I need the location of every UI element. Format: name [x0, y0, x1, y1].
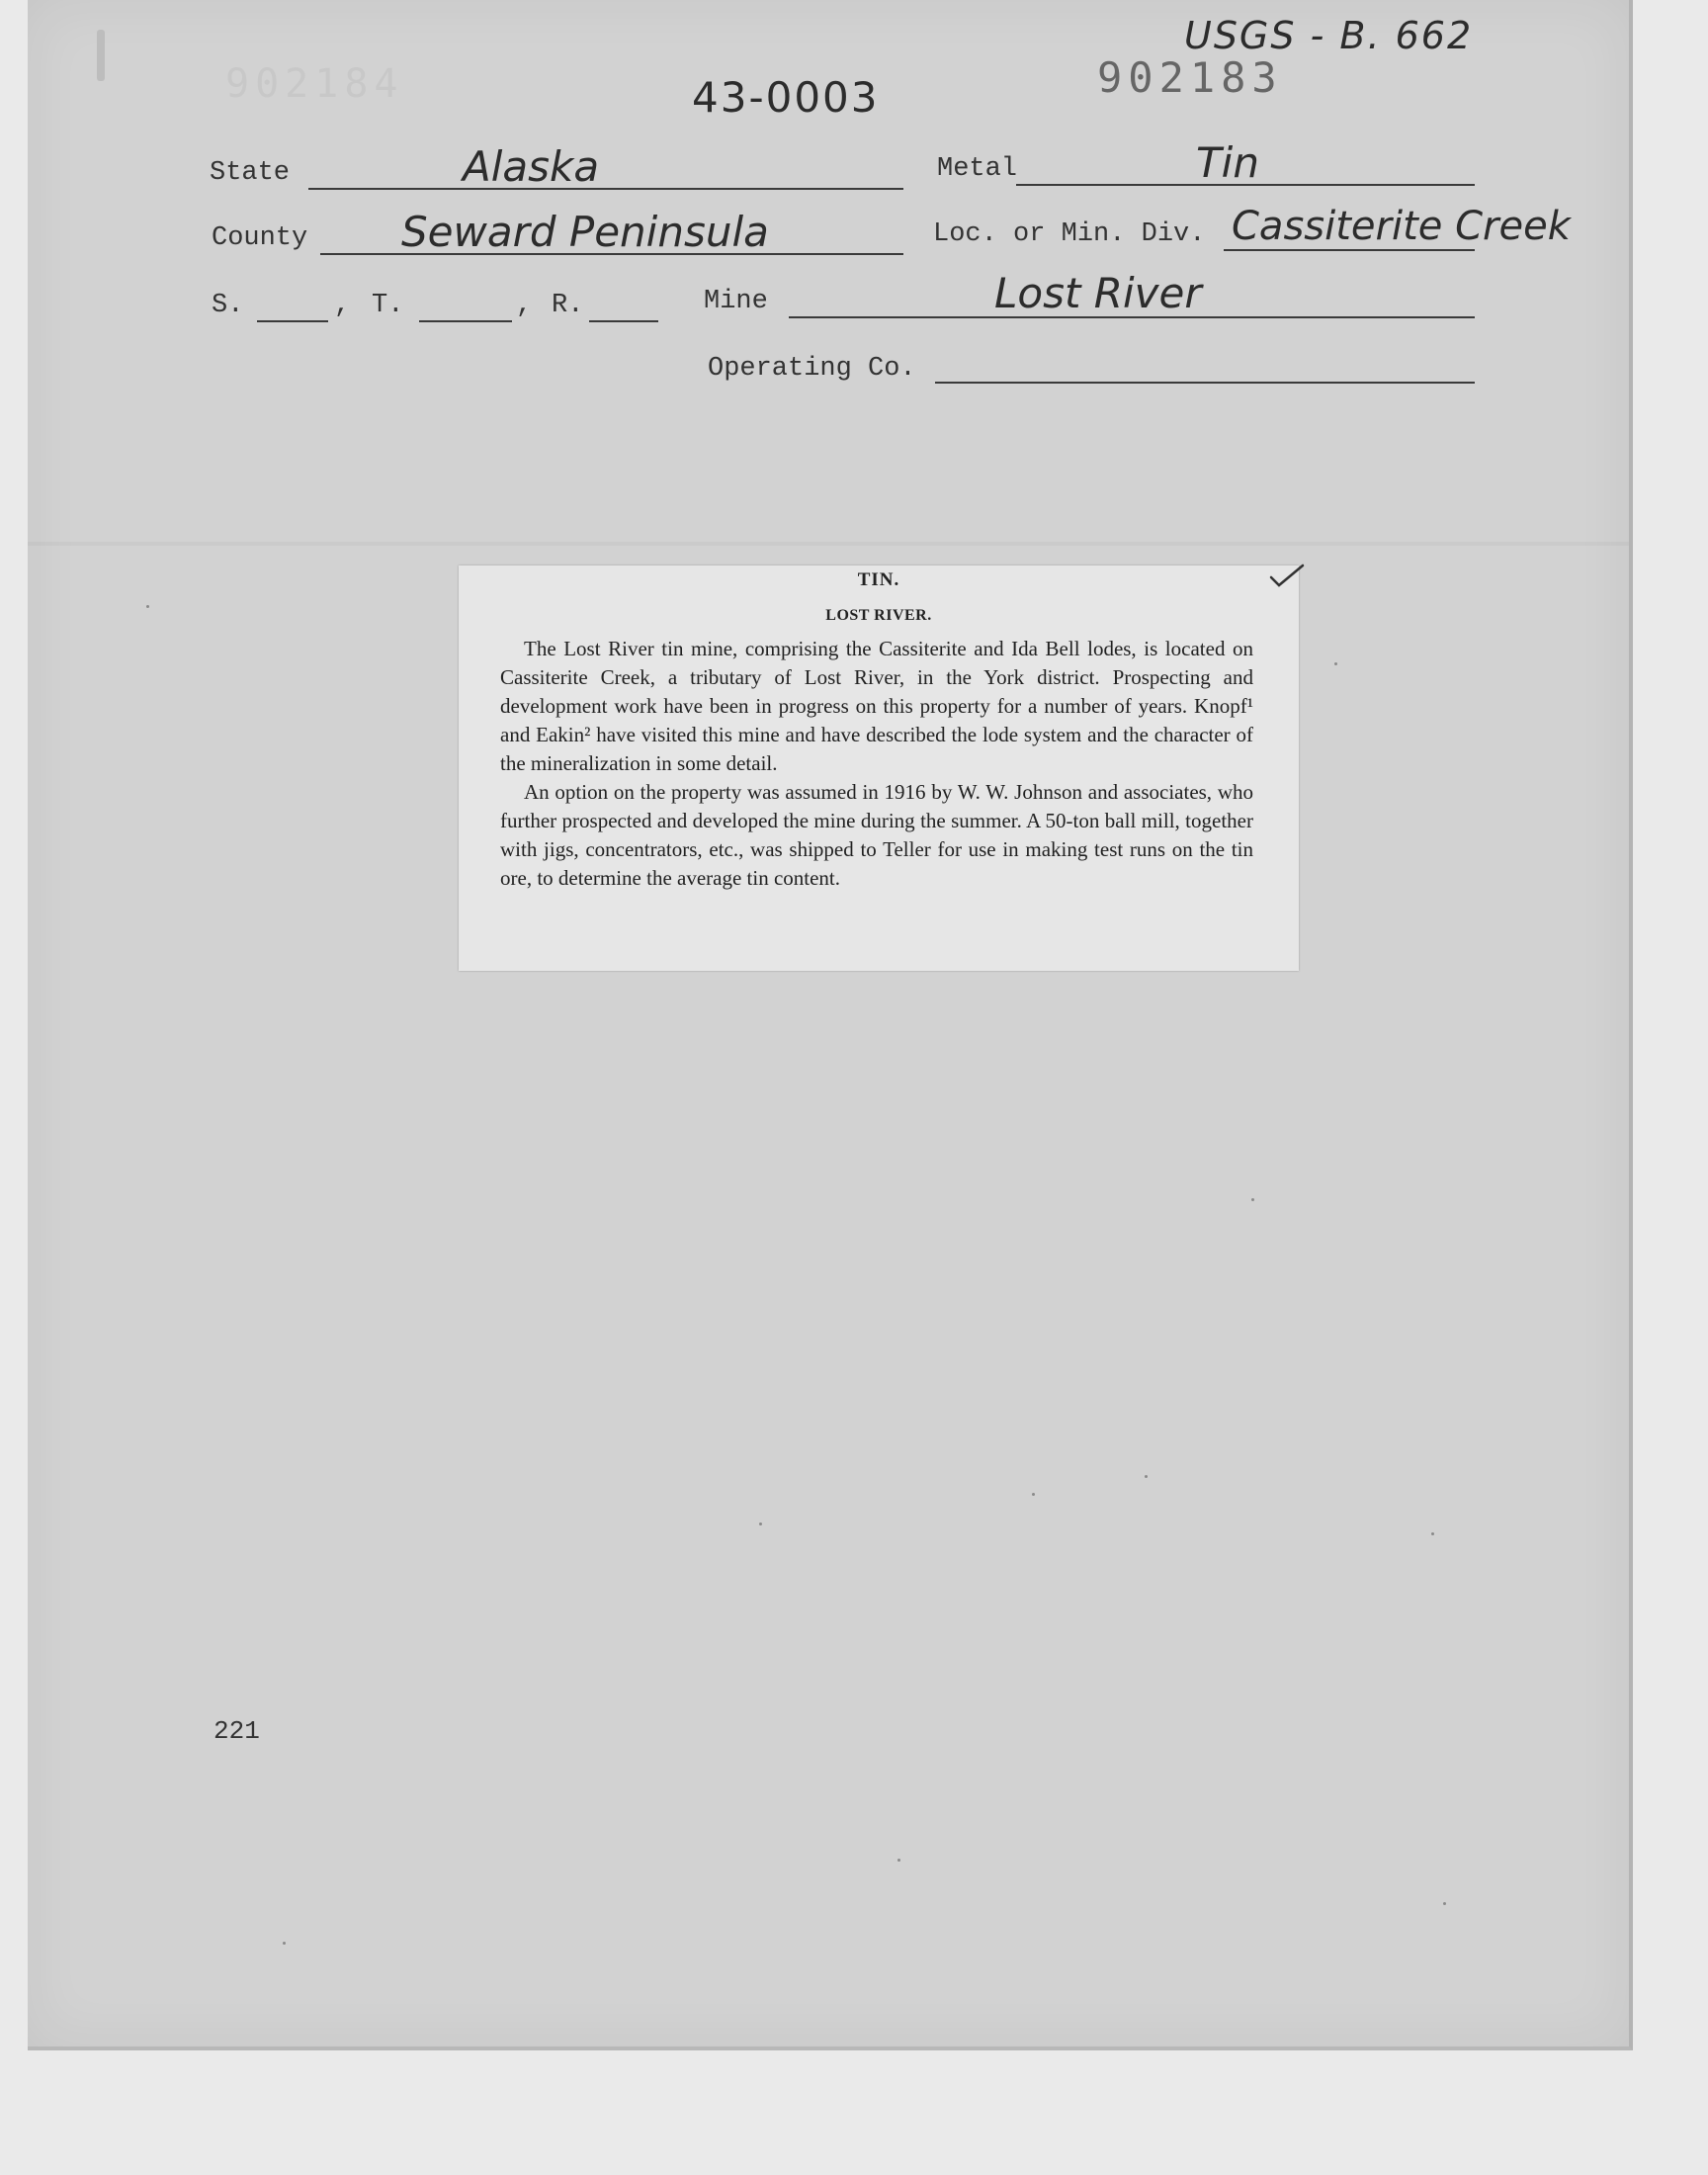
pasted-clipping: [459, 566, 1299, 971]
dust-speck: [146, 605, 149, 608]
document-sheet: 902184 USGS - B. 662 902183 43-0003 State Alaska Metal Tin County Seward Peninsula Loc. or Min. Div. Cassiterite Creek S. , T. , R. Mine Lost River Operating Co. TIN. LOST RIVER. The Lost River tin mine, comprising the Cassiterite and Ida Bell lodes, is located on Cassiterite Creek, a tributary of Lost River, in the York district. Prospecting and development work have been in progress on this property for a number of years. Knopf¹ and Eakin² have visited this mine and have described the lode system and the character of the mineralization in some detail. An option on the property was assumed in 1916 by W. W. Johnson and associates, who further prospected and developed the mine during the summer. A 50-ton ball mill, together with jigs, concentrators, etc., was shipped to Teller for use in making test runs on the tin ore, to determine the average tin content. 221: [28, 0, 1633, 2050]
mine-value: Lost River: [994, 269, 1202, 317]
dust-speck: [1145, 1475, 1148, 1478]
loc-line: [1224, 249, 1475, 251]
clipping-body: [459, 625, 1299, 893]
faded-stamp: 902184: [225, 61, 404, 107]
usgs-reference: USGS - B. 662: [1184, 14, 1474, 57]
fold-line: [28, 542, 1629, 546]
loc-label: Loc. or Min. Div.: [933, 219, 1206, 249]
clipping-title: TIN.: [857, 569, 900, 590]
clipping-paragraph-2: An option on the property was assumed in 1916 by W. W. Johnson and associates, who further prospected and developed the mine during the summer. A 50-ton ball mill, together with jigs, concentrators, etc., was shipped to Teller for use in making test runs on the tin ore, to determine the average tin content.: [500, 780, 1253, 890]
mine-label: Mine: [704, 287, 768, 316]
state-label: State: [210, 158, 291, 188]
county-label: County: [212, 223, 308, 253]
dust-speck: [1032, 1493, 1035, 1496]
range-label: R.: [552, 291, 584, 320]
dust-speck: [1431, 1532, 1434, 1535]
operating-line: [935, 382, 1475, 384]
dust-speck: [1443, 1902, 1446, 1905]
file-code: 43-0003: [692, 73, 880, 122]
corner-mark: [97, 30, 105, 81]
county-value: Seward Peninsula: [401, 208, 769, 256]
section-label: S.: [212, 291, 244, 320]
clipping-paragraph-1: The Lost River tin mine, comprising the Cassiterite and Ida Bell lodes, is located on Cassiterite Creek, a tributary of Lost River, in the York district. Prospecting and development work have been in progress on this property for a number of years. Knopf¹ and Eakin² have visited this mine and have described the lode system and the character of the mineralization in some detail.: [500, 637, 1253, 775]
metal-value: Tin: [1196, 138, 1259, 187]
page-number: 221: [214, 1716, 260, 1746]
operating-label: Operating Co.: [708, 354, 916, 384]
range-line: [589, 320, 658, 322]
dust-speck: [1334, 662, 1337, 665]
stamp-number: 902183: [1097, 53, 1283, 102]
checkmark-icon: [1267, 562, 1307, 591]
loc-value: Cassiterite Creek: [1232, 204, 1571, 249]
state-line: [308, 188, 903, 190]
dust-speck: [283, 1942, 286, 1945]
clipping-subtitle: LOST RIVER.: [825, 607, 932, 624]
dust-speck: [897, 1859, 900, 1862]
section-line: [257, 320, 328, 322]
state-value: Alaska: [463, 142, 600, 191]
township-label: T.: [372, 291, 404, 320]
dust-speck: [759, 1522, 762, 1525]
metal-label: Metal: [937, 154, 1018, 184]
township-line: [419, 320, 512, 322]
dust-speck: [1251, 1198, 1254, 1201]
